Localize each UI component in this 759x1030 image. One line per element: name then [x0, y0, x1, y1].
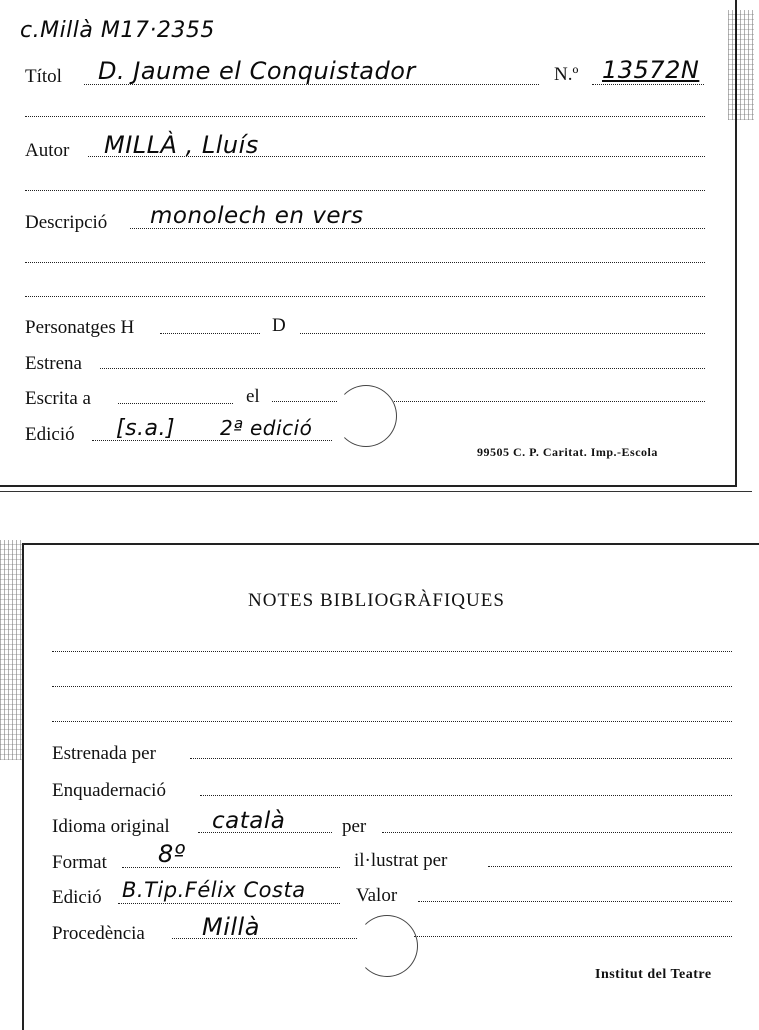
blank-line — [52, 686, 732, 687]
institution-imprint: Institut del Teatre — [595, 967, 712, 982]
personatges-d-line — [300, 333, 705, 334]
valor-label: Valor — [356, 885, 398, 906]
edicio2-line — [118, 903, 340, 904]
edicio-value-a: [s.a.] — [116, 416, 176, 441]
estrena-label: Estrena — [25, 353, 82, 374]
estrenada-line — [190, 758, 732, 759]
catalog-note: c.Millà M17·2355 — [20, 18, 215, 43]
blank-line — [25, 190, 705, 191]
idioma-per-line — [382, 832, 732, 833]
punch-hole-mark — [356, 915, 418, 977]
idioma-value: català — [212, 808, 286, 834]
autor-value: MILLÀ , Lluís — [104, 131, 259, 159]
procedencia-value: Millà — [202, 913, 260, 941]
estrenada-label: Estrenada per — [52, 743, 156, 764]
idioma-label: Idioma original — [52, 816, 170, 837]
escrita-el-line-2 — [394, 401, 705, 402]
edicio2-value: B.Tip.Félix Costa — [122, 878, 306, 902]
scan-noise — [728, 10, 754, 120]
escrita-el-label: el — [246, 386, 260, 407]
numero-value: 13572N — [602, 56, 700, 84]
descripcio-value: monolech en vers — [150, 203, 364, 229]
scan-noise — [0, 540, 22, 760]
titol-value: D. Jaume el Conquistador — [98, 57, 416, 85]
numero-line — [592, 84, 704, 85]
procedencia-label: Procedència — [52, 923, 145, 944]
autor-label: Autor — [25, 140, 70, 161]
format-line — [122, 867, 340, 868]
escrita-label: Escrita a — [25, 388, 91, 409]
punch-hole-mark — [335, 385, 397, 447]
enquadernacio-line — [200, 795, 732, 796]
card-separator — [0, 491, 752, 492]
edicio2-label: Edició — [52, 887, 102, 908]
edicio-value-b: 2ª edició — [220, 416, 313, 440]
notes-heading: NOTES BIBLIOGRÀFIQUES — [248, 590, 505, 611]
format-label: Format — [52, 852, 107, 873]
blank-line — [25, 116, 705, 117]
edicio-label: Edició — [25, 424, 75, 445]
personatges-label: Personatges H — [25, 317, 135, 338]
blank-line — [52, 721, 732, 722]
valor-line — [418, 901, 732, 902]
idioma-per-label: per — [342, 816, 367, 837]
personatges-d-label: D — [272, 315, 286, 336]
estrena-line — [100, 368, 705, 369]
blank-line — [25, 262, 705, 263]
enquadernacio-label: Enquadernació — [52, 780, 166, 801]
escrita-el-line — [272, 401, 337, 402]
procedencia-line-2 — [414, 936, 732, 937]
blank-line — [25, 296, 705, 297]
illustrat-line — [488, 866, 732, 867]
numero-label: N.º — [554, 64, 579, 85]
personatges-h-line — [160, 333, 260, 334]
printer-imprint: 99505 C. P. Caritat. Imp.-Escola — [477, 445, 658, 459]
procedencia-line — [172, 938, 357, 939]
format-value: 8º — [158, 840, 186, 868]
illustrat-label: il·lustrat per — [354, 850, 448, 871]
blank-line — [52, 651, 732, 652]
descripcio-label: Descripció — [25, 212, 108, 233]
escrita-a-line — [118, 403, 233, 404]
titol-label: Títol — [25, 66, 62, 87]
